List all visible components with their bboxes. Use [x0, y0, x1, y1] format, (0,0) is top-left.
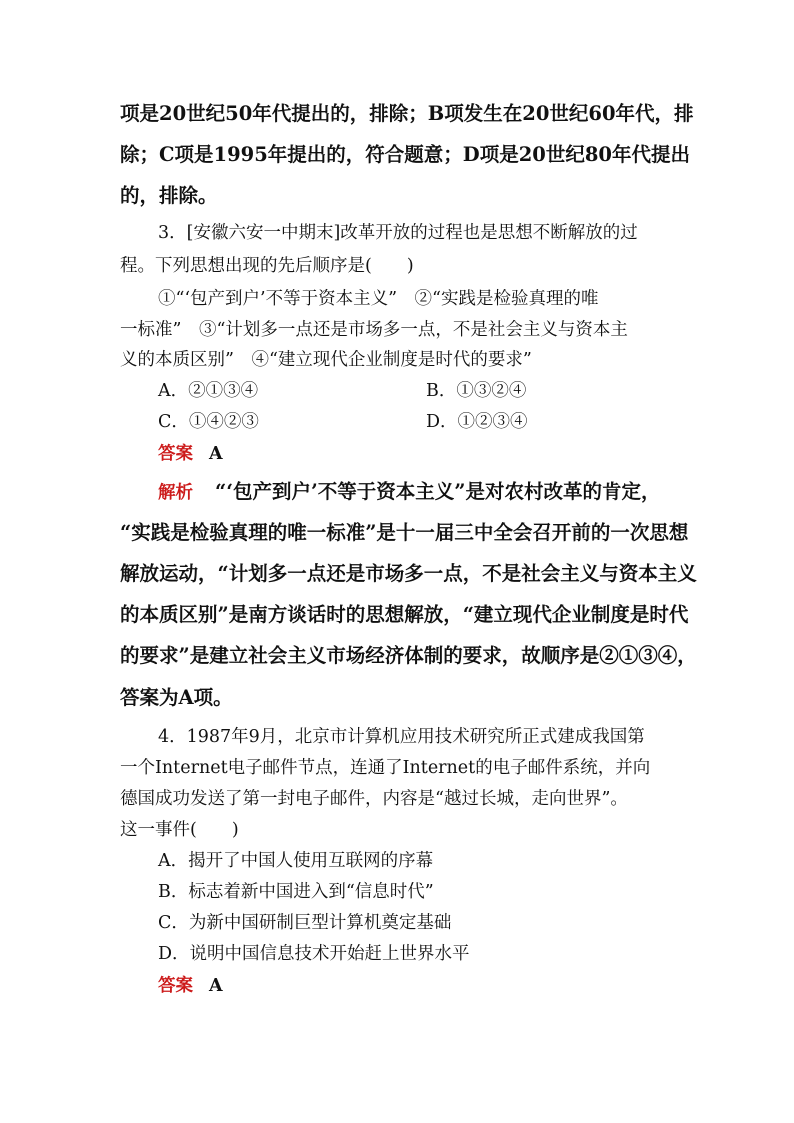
q3-items-line-1: ①“‘包产到户’不等于资本主义” ②“实践是检验真理的唯	[158, 289, 599, 309]
q4-answer-label: 答案	[158, 976, 193, 996]
q4-option-b: B．标志着新中国进入到“信息时代”	[158, 882, 434, 902]
q4-option-c: C．为新中国研制巨型计算机奠定基础	[158, 913, 452, 933]
q4-stem-line-3: 德国成功发送了第一封电子邮件，内容是“越过长城，走向世界”。	[120, 789, 628, 809]
q3-option-d: D．①②③④	[426, 412, 528, 432]
q4-stem-line-1: 4．1987年9月，北京市计算机应用技术研究所正式建成我国第	[158, 727, 645, 747]
q4-answer	[158, 978, 223, 996]
q3-analysis-line-2: “实践是检验真理的唯一标准”是十一届三中全会召开前的一次思想	[120, 521, 689, 544]
q3-analysis-line-6: 答案为A项。	[120, 686, 233, 709]
q3-answer	[158, 446, 223, 464]
q3-analysis-text-1: “‘包产到户’不等于资本主义”是对农村改革的肯定，	[215, 480, 661, 503]
prev-analysis-line-3: 的，排除。	[120, 184, 218, 207]
q3-option-a: A．②①③④	[158, 381, 259, 401]
q3-analysis-line-5: 的要求”是建立社会主义市场经济体制的要求，故顺序是②①③④，	[120, 644, 697, 667]
q3-analysis-line-3: 解放运动，“计划多一点还是市场多一点，不是社会主义与资本主义	[120, 562, 697, 585]
q3-stem-line-2: 程。下列思想出现的先后顺序是( )	[120, 256, 414, 276]
q3-items-line-2: 一标准” ③“计划多一点还是市场多一点，不是社会主义与资本主	[120, 320, 628, 340]
q3-stem-line-1: 3．[安徽六安一中期末]改革开放的过程也是思想不断解放的过	[158, 223, 638, 243]
q3-analysis-line-4: 的本质区别”是南方谈话时的思想解放，“建立现代企业制度是时代	[120, 603, 689, 626]
q3-analysis-line-1	[158, 482, 661, 503]
q3-option-c: C．①④②③	[158, 412, 259, 432]
prev-analysis-line-2: 除；C项是1995年提出的，符合题意；D项是20世纪80年代提出	[120, 143, 690, 166]
q4-option-a: A．揭开了中国人使用互联网的序幕	[158, 851, 434, 871]
q3-items-line-3: 义的本质区别” ④“建立现代企业制度是时代的要求”	[120, 350, 532, 370]
q3-answer-value: A	[209, 444, 223, 464]
q4-stem-line-2: 一个Internet电子邮件节点，连通了Internet的电子邮件系统，并向	[120, 758, 651, 778]
prev-analysis-line-1: 项是20世纪50年代提出的，排除；B项发生在20世纪60年代，排	[120, 102, 694, 125]
q4-option-d: D．说明中国信息技术开始赶上世界水平	[158, 944, 470, 964]
q3-analysis-label: 解析	[158, 483, 193, 503]
q3-answer-label: 答案	[158, 444, 193, 464]
q3-option-b: B．①③②④	[426, 381, 527, 401]
q4-answer-value: A	[209, 976, 223, 996]
q4-stem-line-4: 这一事件( )	[120, 820, 239, 840]
